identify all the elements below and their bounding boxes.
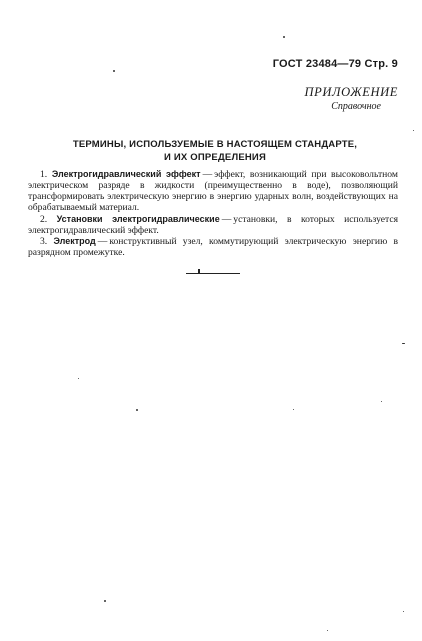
term-dash: — (97, 236, 108, 248)
scan-speck (293, 409, 294, 410)
term-definition: конструктивный узел, коммутирующий электрическую энергию в разрядном промежутке. (28, 236, 398, 259)
term-dash: — (202, 169, 213, 180)
section-title (60, 138, 370, 164)
term-name: Электрогидравлический эффект (51, 169, 201, 179)
end-rule (186, 273, 240, 274)
scan-speck (283, 36, 285, 38)
section-title-line-1: ТЕРМИНЫ, ИСПОЛЬЗУЕМЫЕ В НАСТОЯЩЕМ СТАНДАРТЕ, (72, 139, 358, 150)
term-name: Установки электрогидравлические (56, 213, 220, 224)
scan-speck (136, 409, 138, 411)
term-definition: эффект, возникающий при высоковольтном электрическом разряде в жидкости (преимущественно в воде), позволяющий трансформировать электрическую энергию в энергию ударных волн, воздействующих на обрабатываемый материал. (28, 169, 398, 213)
scan-speck (327, 630, 328, 631)
scan-speck (413, 130, 414, 131)
scan-speck (403, 611, 404, 612)
term-name: Электрод (53, 236, 96, 247)
terms-list (28, 169, 398, 259)
term-item (28, 169, 398, 214)
term-item (28, 214, 398, 237)
scan-speck (78, 378, 79, 379)
scan-speck (104, 600, 106, 602)
term-number: 1. (40, 169, 48, 180)
term-dash: — (221, 213, 232, 225)
section-title-line-2: И ИХ ОПРЕДЕЛЕНИЯ (164, 152, 266, 163)
end-rule-mark (198, 269, 200, 273)
page-header: ГОСТ 23484—79 Стр. 9 (272, 58, 398, 70)
term-number: 3. (40, 236, 48, 248)
scan-speck (402, 343, 405, 344)
term-number: 2. (40, 213, 48, 225)
appendix-label: ПРИЛОЖЕНИЕ (304, 85, 398, 99)
term-item (28, 236, 398, 259)
scan-speck (113, 70, 115, 72)
appendix-type: Справочное (331, 101, 381, 112)
scan-speck (381, 401, 382, 402)
term-definition: установки, в которых используется электрогидравлический эффект. (28, 213, 398, 236)
